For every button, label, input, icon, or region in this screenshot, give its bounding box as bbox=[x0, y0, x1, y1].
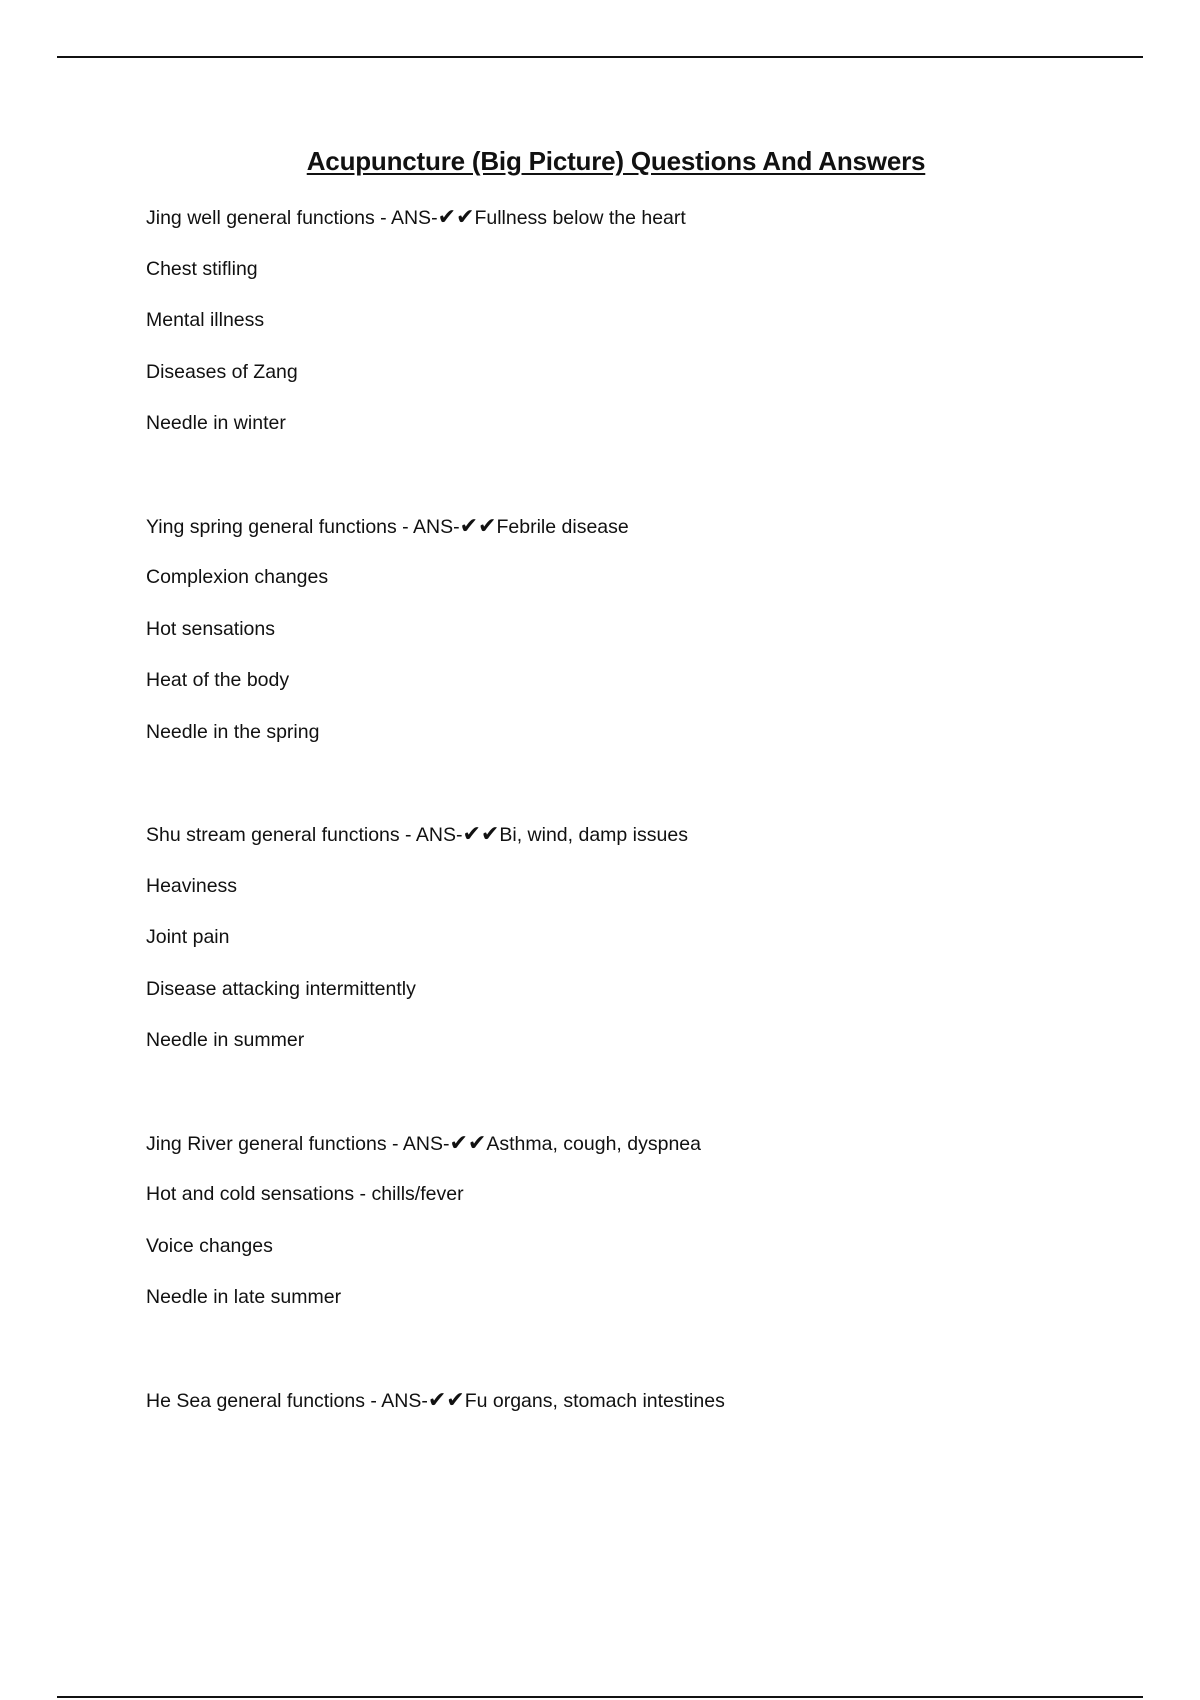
check-mark-icon: ✔✔ bbox=[427, 1386, 465, 1412]
qa-block-jing-river bbox=[146, 1131, 1126, 1337]
check-mark-icon: ✔✔ bbox=[437, 204, 475, 229]
qa-content bbox=[146, 205, 1126, 1490]
qa-block-jing-well bbox=[146, 205, 1126, 463]
answer-marker: ANS- bbox=[402, 1132, 450, 1155]
qa-block-shu-stream bbox=[146, 822, 1126, 1080]
answer-line: Heat of the body bbox=[146, 669, 290, 691]
answer-text: Bi, wind, damp issues bbox=[499, 824, 688, 846]
answer-line: Mental illness bbox=[146, 309, 265, 331]
answer-line: Needle in summer bbox=[146, 1029, 305, 1051]
question-line bbox=[146, 514, 1126, 566]
answer-marker: ANS- bbox=[390, 207, 438, 229]
answer-line: Diseases of Zang bbox=[146, 360, 298, 383]
answer-line: Voice changes bbox=[146, 1234, 273, 1257]
qa-block-he-sea bbox=[146, 1388, 1126, 1440]
question-text: Jing River general functions - bbox=[146, 1132, 403, 1155]
question-text: Ying spring general functions - bbox=[146, 515, 414, 538]
answer-line: Disease attacking intermittently bbox=[146, 977, 416, 1000]
answer-text: Fu organs, stomach intestines bbox=[464, 1389, 725, 1412]
question-line bbox=[146, 1131, 1126, 1183]
answer-line: Complexion changes bbox=[146, 566, 329, 588]
answer-line: Heaviness bbox=[146, 874, 238, 897]
answer-text: Fullness below the heart bbox=[474, 207, 686, 229]
check-mark-icon: ✔✔ bbox=[462, 821, 500, 846]
answer-text: Febrile disease bbox=[496, 515, 629, 538]
page-title: Acupuncture (Big Picture) Questions And Answers bbox=[306, 146, 926, 176]
answer-line: Needle in winter bbox=[146, 412, 286, 434]
answer-text: Asthma, cough, dyspnea bbox=[486, 1132, 701, 1155]
question-line bbox=[146, 822, 1126, 874]
answer-line: Joint pain bbox=[146, 926, 230, 948]
answer-marker: ANS- bbox=[381, 1389, 428, 1412]
check-mark-icon: ✔✔ bbox=[449, 1129, 487, 1155]
question-text: Jing well general functions - bbox=[146, 207, 391, 229]
answer-marker: ANS- bbox=[415, 824, 463, 846]
answer-line: Needle in the spring bbox=[146, 720, 320, 743]
question-text: Shu stream general functions - bbox=[146, 824, 416, 846]
answer-line: Hot and cold sensations - chills/fever bbox=[146, 1183, 464, 1205]
answer-line: Chest stifling bbox=[146, 257, 258, 280]
qa-block-ying-spring bbox=[146, 514, 1126, 772]
question-text: He Sea general functions - bbox=[146, 1389, 382, 1412]
answer-line: Needle in late summer bbox=[146, 1286, 342, 1308]
bottom-rule bbox=[57, 1696, 1143, 1698]
answer-marker: ANS- bbox=[413, 515, 460, 538]
check-mark-icon: ✔✔ bbox=[459, 512, 497, 538]
answer-line: Hot sensations bbox=[146, 617, 275, 640]
question-line bbox=[146, 205, 1126, 257]
question-line bbox=[146, 1388, 1126, 1440]
top-rule bbox=[57, 56, 1143, 58]
